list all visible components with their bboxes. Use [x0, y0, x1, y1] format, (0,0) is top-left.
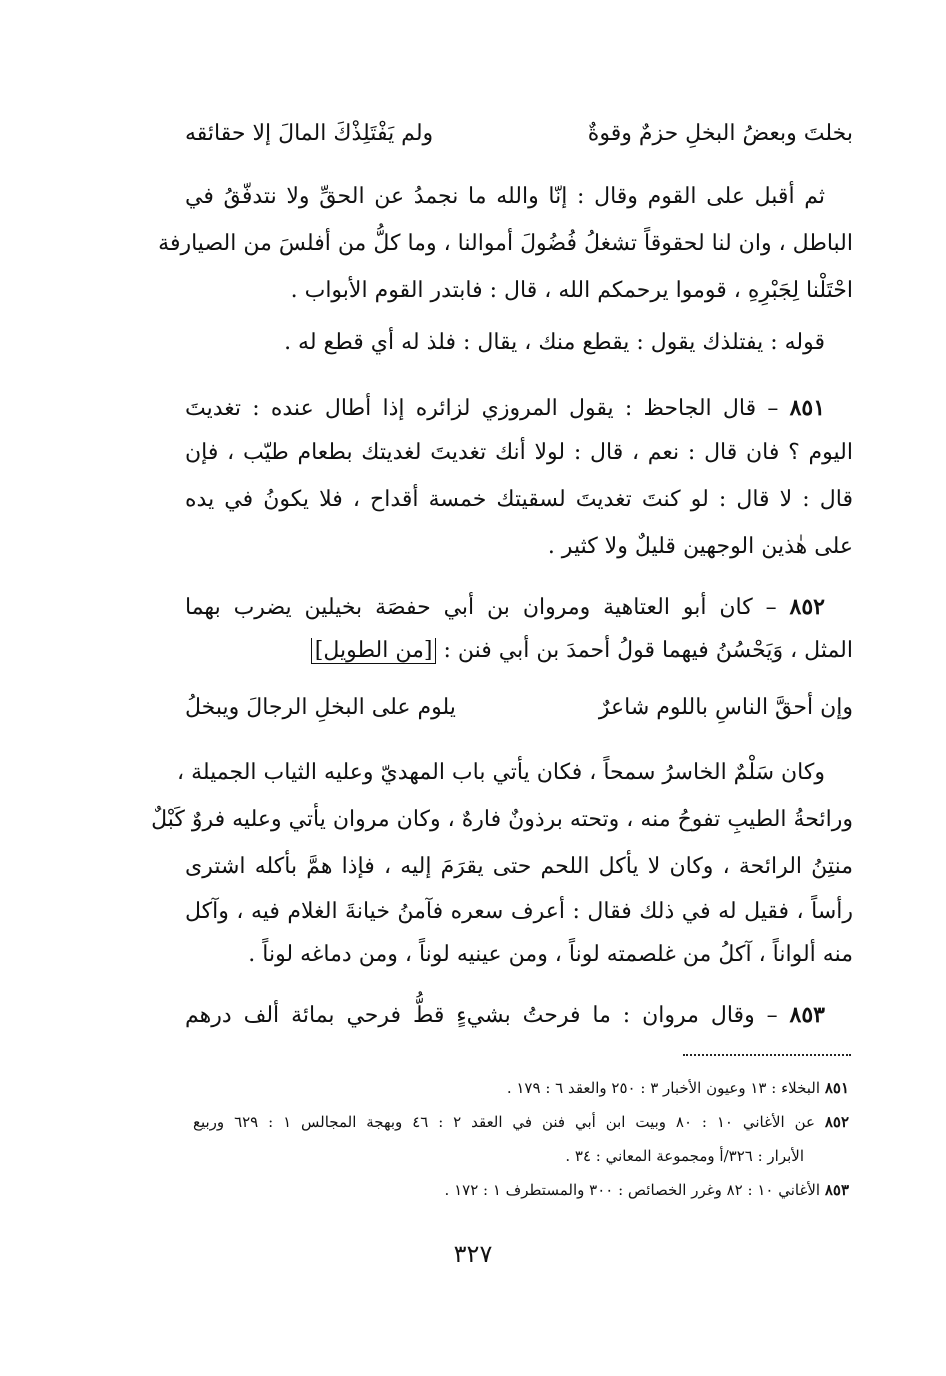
entry-851-first-line: ٨٥١ – قال الجاحظ : يقول المروزي لزائره إذا أطال عنده : تغديتَ [185, 395, 826, 421]
footnote-number: ٨٥٢ [824, 1113, 850, 1131]
verse-hemistich-second: ولم يَفْتَلِذْكَ المالَ إلا حقائقه [185, 121, 434, 146]
entry-text: المثل ، وَيَحْسُنُ فيهما قولُ أحمدَ بن أبي فنن : [443, 638, 853, 663]
entry-number: ٨٥٣ [789, 1002, 825, 1028]
footnote [193, 1110, 849, 1134]
paragraph-line: منه ألواناً ، آكلُ من غلصمته لوناً ، ومن عينيه لوناً ، ومن دماغه لوناً . [248, 942, 853, 967]
footnote-number: ٨٥٣ [824, 1181, 849, 1199]
entry-number: ٨٥٢ [789, 594, 825, 620]
entry-number: ٨٥١ [789, 395, 826, 421]
entry-853-first-line: ٨٥٣ – وقال مروان : ما فرحتُ بشيءٍ قطُّ فرحي بمائة ألف درهم [185, 1002, 825, 1028]
page-number: ٣٢٧ [453, 1240, 493, 1268]
verse-hemistich-first: بخلتَ وبعضُ البخلِ حزمٌ وقوةٌ [587, 121, 853, 146]
footnote-text: الأغاني ١٠ : ٨٢ وغرر الخصائص : ٣٠٠ والمستطرف ١ : ١٧٢ . [444, 1181, 821, 1199]
footnote [445, 1178, 849, 1202]
paragraph-line: احْتَلْنا لِجَبْرِهِ ، قوموا يرحمكم الله ، قال : فابتدر القوم الأبواب . [290, 278, 853, 303]
footnote-text: عن الأغاني ١٠ : ٨٠ وبيت ابن أبي فنن في العقد ٢ : ٤٦ وبهجة المجالس ١ : ٦٢٩ وربيع [193, 1113, 815, 1131]
entry-text: كان أبو العتاهية ومروان بن أبي حفصَة بخيلين يضرب بهما [185, 595, 753, 620]
paragraph-line: قال : لا قال : لو كنتَ تغديتَ لسقيتك خمسة أقداح ، فلا يكونُ في يده [185, 487, 853, 512]
paragraph-line: وكان سَلْمٌ الخاسرُ سمحاً ، فكان يأتي باب المهديّ وعليه الثياب الجميلة ، [176, 760, 825, 785]
paragraph-line: اليوم ؟ فان قال : نعم ، قال : لولا أنك تغديتَ لغديتك بطعام طيّب ، فإن [185, 440, 853, 465]
paragraph-line: منتِنُ الرائحة ، وكان لا يأكل اللحم حتى يقرَمَ إليه ، فإذا همَّ بأكله اشترى [185, 854, 853, 879]
entry-852-first-line: ٨٥٢ – كان أبو العتاهية ومروان بن أبي حفصَة بخيلين يضرب بهما [185, 594, 825, 620]
meter-label: [من الطويل] [311, 638, 437, 664]
footnote-divider [683, 1054, 851, 1056]
entry-text: وقال مروان : ما فرحتُ بشيءٍ قطُّ فرحي بمائة ألف درهم [185, 1003, 755, 1028]
paragraph-line: رأساً ، فقيل له في ذلك فقال : أعرف سعره فآمنُ خيانةَ الغلام فيه ، وآكل [185, 899, 853, 924]
gloss-note: قوله : يفتلذك يقول : يقطع منك ، يقال : فلذ له أي قطع له . [284, 330, 825, 355]
footnote-text: البخلاء : ١٣ وعيون الأخبار ٣ : ٢٥٠ والعقد ٦ : ١٧٩ . [506, 1079, 821, 1097]
verse-line-1 [185, 117, 853, 151]
paragraph-line: ورائحةُ الطيبِ تفوحُ منه ، وتحته برذونٌ فارهٌ ، وكان مروان يأتي وعليه فروٌ كَبْلٌ [151, 807, 853, 832]
footnote [507, 1076, 849, 1100]
footnote-continuation: الأبرار : ٣٢٦/أ ومجموعة المعاني : ٣٤ . [565, 1147, 804, 1165]
footnote-number: ٨٥١ [824, 1079, 849, 1097]
verse-hemistich-first: وإن أحقَّ الناسِ باللوم شاعرٌ [598, 695, 853, 720]
paragraph-line: الباطل ، وان لنا لحقوقاً تشغلُ فُضُولَ أموالنا ، وما كلُّ من أفلسَ من الصيارفة [158, 231, 853, 256]
paragraph-line [185, 634, 853, 668]
paragraph-line: على هٰذين الوجهين قليلٌ ولا كثير . [547, 534, 853, 559]
entry-text: قال الجاحظ : يقول المروزي لزائره إذا أطال عنده : تغديتَ [185, 396, 757, 421]
verse-line-2 [185, 691, 853, 725]
verse-hemistich-second: يلوم على البخلِ الرجالَ ويبخلُ [185, 695, 456, 720]
paragraph-line: ثم أقبل على القوم وقال : إنّا والله ما نجمدُ عن الحقِّ ولا نتدفّقُ في [185, 184, 825, 209]
